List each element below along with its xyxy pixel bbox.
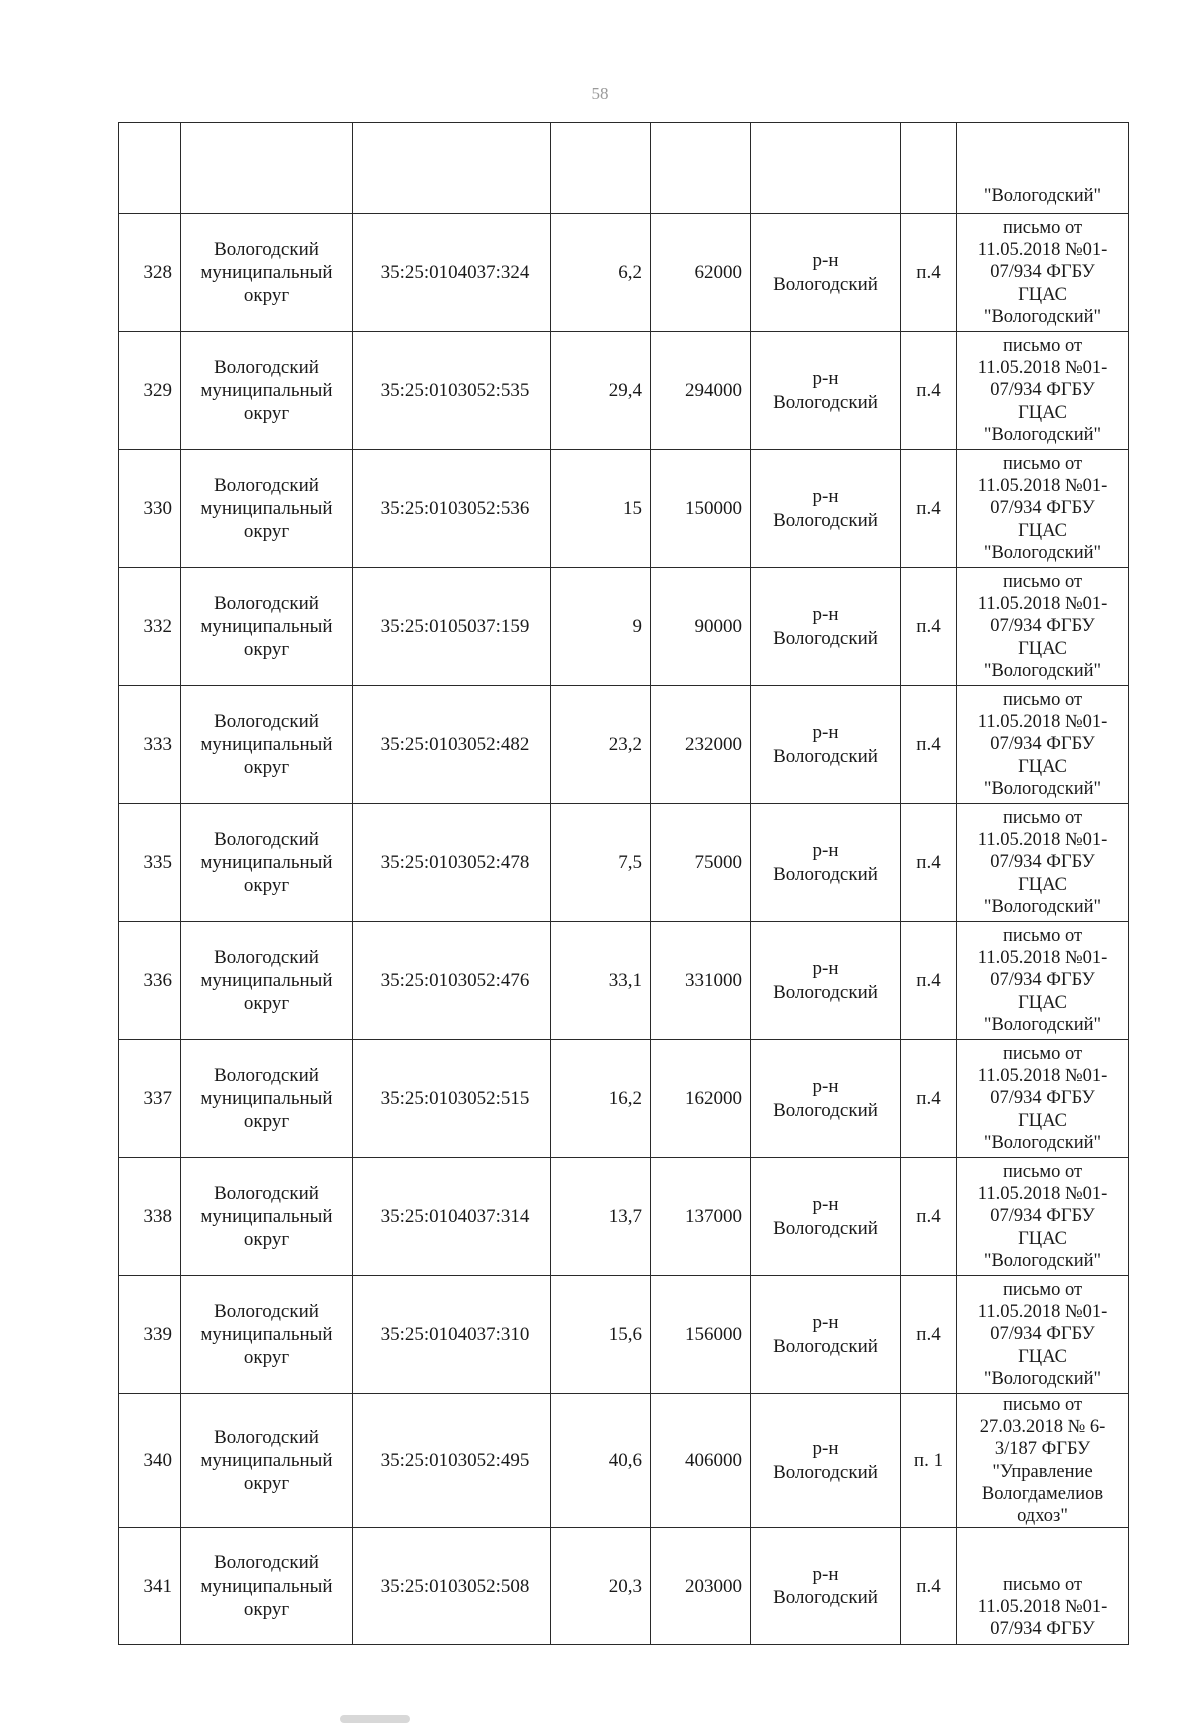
note-cell <box>957 804 1129 922</box>
owner-cell-line: муниципальный <box>200 1087 333 1109</box>
row-number: 338 <box>119 1158 181 1276</box>
district-cell <box>751 214 901 332</box>
owner-cell-line: муниципальный <box>200 733 333 755</box>
cadastral-number: 35:25:0103052:536 <box>353 450 551 568</box>
owner-cell-line: округ <box>243 285 290 307</box>
note-cell <box>957 1276 1129 1394</box>
row-number: 330 <box>119 450 181 568</box>
owner-cell-line: муниципальный <box>200 261 333 283</box>
owner-cell <box>181 804 353 922</box>
district-cell-line: Вологодский <box>773 1217 878 1239</box>
owner-cell-line: Вологодский <box>214 1064 319 1086</box>
clause-cell: п.4 <box>901 450 957 568</box>
note-cell-line: письмо от <box>1002 1574 1083 1595</box>
note-cell-line: 11.05.2018 №01- <box>977 1184 1108 1205</box>
sum-value: 232000 <box>651 686 751 804</box>
note-cell-line: 11.05.2018 №01- <box>977 830 1108 851</box>
table-row <box>119 1276 1129 1394</box>
area-value: 6,2 <box>551 214 651 332</box>
district-cell <box>751 922 901 1040</box>
table-row <box>119 332 1129 450</box>
district-cell-line: Вологодский <box>773 391 878 413</box>
district-cell-line: р-н <box>812 1312 839 1334</box>
district-cell-line: р-н <box>812 1563 839 1585</box>
cadastral-number: 35:25:0104037:324 <box>353 214 551 332</box>
district-cell-line: р-н <box>812 958 839 980</box>
clause-cell: п.4 <box>901 1276 957 1394</box>
area-value: 15,6 <box>551 1276 651 1394</box>
district-cell <box>751 1158 901 1276</box>
district-cell <box>751 686 901 804</box>
note-cell-line: 11.05.2018 №01- <box>977 358 1108 379</box>
cadastral-number: 35:25:0104037:314 <box>353 1158 551 1276</box>
sum-value: 156000 <box>651 1276 751 1394</box>
note-cell <box>957 922 1129 1040</box>
owner-cell <box>181 568 353 686</box>
cell-empty <box>551 123 651 214</box>
owner-cell <box>181 1158 353 1276</box>
owner-cell-line: муниципальный <box>200 1575 333 1597</box>
owner-cell <box>181 1394 353 1528</box>
district-cell-line: Вологодский <box>773 1335 878 1357</box>
district-cell <box>751 804 901 922</box>
note-cell-line: 07/934 ФГБУ <box>990 1618 1095 1639</box>
cadastral-number: 35:25:0103052:508 <box>353 1528 551 1645</box>
sum-value: 294000 <box>651 332 751 450</box>
note-cell-line: 11.05.2018 №01- <box>977 1596 1108 1617</box>
cadastral-number: 35:25:0103052:535 <box>353 332 551 450</box>
owner-cell-line: Вологодский <box>214 946 319 968</box>
sum-value: 62000 <box>651 214 751 332</box>
area-value: 23,2 <box>551 686 651 804</box>
note-cell-line: письмо от <box>1002 1395 1083 1415</box>
note-cell <box>957 332 1129 450</box>
clause-cell: п.4 <box>901 1040 957 1158</box>
cadastral-number: 35:25:0104037:310 <box>353 1276 551 1394</box>
note-cell-line: "Вологодский" <box>983 306 1102 327</box>
note-cell-line: "Вологодский" <box>983 660 1102 681</box>
district-cell-line: р-н <box>812 722 839 744</box>
note-cell <box>957 1158 1129 1276</box>
note-cell-line: одхоз" <box>1017 1505 1068 1526</box>
sum-value: 203000 <box>651 1528 751 1645</box>
table-row <box>119 922 1129 1040</box>
owner-cell-line: муниципальный <box>200 1323 333 1345</box>
owner-cell-line: округ <box>243 875 290 897</box>
sum-value: 137000 <box>651 1158 751 1276</box>
note-cell <box>957 1040 1129 1158</box>
owner-cell-line: Вологодский <box>214 356 319 378</box>
note-cell-line: ГЦАС <box>1018 874 1067 895</box>
district-cell-line: Вологодский <box>773 1587 878 1609</box>
note-cell-line: письмо от <box>1002 218 1083 239</box>
note-cell-line: "Вологодский" <box>983 542 1102 563</box>
note-cell-line: ГЦАС <box>1018 1228 1067 1249</box>
table-row <box>119 1528 1129 1645</box>
note-cell-line: ГЦАС <box>1018 520 1067 541</box>
note-cell-line: 11.05.2018 №01- <box>977 1302 1108 1323</box>
note-cell-line: ГЦАС <box>1018 1110 1067 1131</box>
owner-cell-line: муниципальный <box>200 1205 333 1227</box>
note-cell-line: письмо от <box>1002 1162 1083 1183</box>
owner-cell <box>181 332 353 450</box>
table-row <box>119 804 1129 922</box>
owner-cell-line: округ <box>243 521 290 543</box>
note-cell-line: 07/934 ФГБУ <box>990 616 1095 637</box>
note-cell-line: ГЦАС <box>1018 284 1067 305</box>
note-cell-line: 07/934 ФГБУ <box>990 1088 1095 1109</box>
district-cell-line: Вологодский <box>773 1461 878 1483</box>
owner-cell-line: округ <box>243 1473 290 1495</box>
note-cell-line: Вологдамелиов <box>981 1483 1104 1504</box>
clause-cell: п.4 <box>901 332 957 450</box>
owner-cell-line: Вологодский <box>214 474 319 496</box>
owner-cell-line: округ <box>243 757 290 779</box>
sum-value: 75000 <box>651 804 751 922</box>
area-value: 7,5 <box>551 804 651 922</box>
area-value: 40,6 <box>551 1394 651 1528</box>
cadastral-number: 35:25:0105037:159 <box>353 568 551 686</box>
district-cell-line: р-н <box>812 1194 839 1216</box>
table-row <box>119 450 1129 568</box>
note-cell-line: 07/934 ФГБУ <box>990 262 1095 283</box>
table-row <box>119 1394 1129 1528</box>
sum-value: 331000 <box>651 922 751 1040</box>
owner-cell-line: муниципальный <box>200 379 333 401</box>
note-cell-line: 11.05.2018 №01- <box>977 948 1108 969</box>
cadastral-number: 35:25:0103052:478 <box>353 804 551 922</box>
continuation-note: "Вологодский" <box>957 123 1129 214</box>
district-cell <box>751 450 901 568</box>
owner-cell-line: округ <box>243 403 290 425</box>
note-cell <box>957 214 1129 332</box>
cadastral-number: 35:25:0103052:482 <box>353 686 551 804</box>
district-cell-line: Вологодский <box>773 1099 878 1121</box>
note-cell-line: 07/934 ФГБУ <box>990 852 1095 873</box>
cadastral-number: 35:25:0103052:476 <box>353 922 551 1040</box>
area-value: 33,1 <box>551 922 651 1040</box>
note-cell-line: 27.03.2018 № 6- <box>979 1417 1106 1438</box>
row-number: 329 <box>119 332 181 450</box>
note-cell-line: "Вологодский" <box>983 424 1102 445</box>
note-cell-line: 11.05.2018 №01- <box>977 240 1108 261</box>
note-cell-line: 11.05.2018 №01- <box>977 1066 1108 1087</box>
owner-cell-line: Вологодский <box>214 592 319 614</box>
note-cell-line: 11.05.2018 №01- <box>977 712 1108 733</box>
owner-cell <box>181 922 353 1040</box>
district-cell-line: Вологодский <box>773 863 878 885</box>
note-cell-line: письмо от <box>1002 1280 1083 1301</box>
district-cell <box>751 1276 901 1394</box>
owner-cell-line: муниципальный <box>200 851 333 873</box>
owner-cell-line: муниципальный <box>200 497 333 519</box>
district-cell-line: р-н <box>812 250 839 272</box>
owner-cell-line: округ <box>243 639 290 661</box>
note-cell <box>957 568 1129 686</box>
sum-value: 406000 <box>651 1394 751 1528</box>
district-cell-line: р-н <box>812 604 839 626</box>
note-cell-line: 07/934 ФГБУ <box>990 1324 1095 1345</box>
area-value: 9 <box>551 568 651 686</box>
note-cell-line: письмо от <box>1002 690 1083 711</box>
continuation-row <box>119 123 1129 214</box>
note-cell-line: письмо от <box>1002 572 1083 593</box>
note-cell-line: "Вологодский" <box>983 778 1102 799</box>
owner-cell-line: Вологодский <box>214 828 319 850</box>
district-cell-line: Вологодский <box>773 509 878 531</box>
district-cell <box>751 568 901 686</box>
row-number: 337 <box>119 1040 181 1158</box>
note-cell-line: письмо от <box>1002 1044 1083 1065</box>
district-cell-line: Вологодский <box>773 745 878 767</box>
row-number: 333 <box>119 686 181 804</box>
cell-empty <box>651 123 751 214</box>
note-cell-line: "Вологодский" <box>983 1132 1102 1153</box>
note-cell-line: "Вологодский" <box>983 1014 1102 1035</box>
owner-cell <box>181 686 353 804</box>
owner-cell-line: округ <box>243 1347 290 1369</box>
note-cell-line: письмо от <box>1002 336 1083 357</box>
table-row <box>119 1158 1129 1276</box>
sum-value: 90000 <box>651 568 751 686</box>
district-cell-line: р-н <box>812 840 839 862</box>
note-cell <box>957 1394 1129 1528</box>
note-cell-line: "Вологодский" <box>983 1368 1102 1389</box>
note-cell-line: письмо от <box>1002 926 1083 947</box>
owner-cell <box>181 450 353 568</box>
area-value: 20,3 <box>551 1528 651 1645</box>
note-cell-line: письмо от <box>1002 454 1083 475</box>
row-number: 339 <box>119 1276 181 1394</box>
district-cell-line: р-н <box>812 1438 839 1460</box>
row-number: 336 <box>119 922 181 1040</box>
district-cell-line: Вологодский <box>773 627 878 649</box>
note-cell-line: ГЦАС <box>1018 402 1067 423</box>
area-value: 13,7 <box>551 1158 651 1276</box>
owner-cell <box>181 214 353 332</box>
district-cell-line: р-н <box>812 1076 839 1098</box>
district-cell <box>751 1394 901 1528</box>
note-cell-line: ГЦАС <box>1018 638 1067 659</box>
owner-cell-line: округ <box>243 993 290 1015</box>
note-cell-line: письмо от <box>1002 808 1083 829</box>
clause-cell: п.4 <box>901 1528 957 1645</box>
district-cell-line: р-н <box>812 486 839 508</box>
note-cell-line: 07/934 ФГБУ <box>990 498 1095 519</box>
cell-empty <box>181 123 353 214</box>
row-number: 340 <box>119 1394 181 1528</box>
land-plots-table <box>118 122 1129 1645</box>
owner-cell-line: Вологодский <box>214 710 319 732</box>
note-cell-line: "Вологодский" <box>983 1250 1102 1271</box>
area-value: 29,4 <box>551 332 651 450</box>
note-cell-line: 3/187 ФГБУ <box>994 1439 1091 1460</box>
area-value: 16,2 <box>551 1040 651 1158</box>
table-row <box>119 214 1129 332</box>
clause-cell: п. 1 <box>901 1394 957 1528</box>
district-cell <box>751 1528 901 1645</box>
owner-cell <box>181 1276 353 1394</box>
table-row <box>119 686 1129 804</box>
owner-cell-line: Вологодский <box>214 238 319 260</box>
cadastral-number: 35:25:0103052:495 <box>353 1394 551 1528</box>
owner-cell-line: округ <box>243 1598 290 1620</box>
note-cell-line: ГЦАС <box>1018 756 1067 777</box>
page-number: 58 <box>591 84 609 103</box>
row-number: 328 <box>119 214 181 332</box>
clause-cell: п.4 <box>901 804 957 922</box>
table-body <box>119 123 1129 1645</box>
sum-value: 150000 <box>651 450 751 568</box>
owner-cell-line: округ <box>243 1111 290 1133</box>
table-row <box>119 568 1129 686</box>
owner-cell-line: Вологодский <box>214 1182 319 1204</box>
note-cell-line: "Управление <box>992 1461 1093 1482</box>
note-cell-line: ГЦАС <box>1018 992 1067 1013</box>
note-cell-line: 07/934 ФГБУ <box>990 734 1095 755</box>
note-cell-line: ГЦАС <box>1018 1346 1067 1367</box>
owner-cell-line: муниципальный <box>200 615 333 637</box>
owner-cell <box>181 1040 353 1158</box>
owner-cell-line: Вологодский <box>214 1426 319 1448</box>
clause-cell: п.4 <box>901 922 957 1040</box>
owner-cell-line: Вологодский <box>214 1300 319 1322</box>
owner-cell-line: округ <box>243 1229 290 1251</box>
district-cell-line: р-н <box>812 368 839 390</box>
row-number: 332 <box>119 568 181 686</box>
note-cell-line: "Вологодский" <box>983 896 1102 917</box>
clause-cell: п.4 <box>901 214 957 332</box>
note-cell-line: 07/934 ФГБУ <box>990 380 1095 401</box>
note-cell-line: 07/934 ФГБУ <box>990 1206 1095 1227</box>
district-cell <box>751 1040 901 1158</box>
owner-cell-line: муниципальный <box>200 1449 333 1471</box>
area-value: 15 <box>551 450 651 568</box>
owner-cell-line: Вологодский <box>214 1552 319 1574</box>
clause-cell: п.4 <box>901 568 957 686</box>
note-cell-line: 07/934 ФГБУ <box>990 970 1095 991</box>
table-row <box>119 1040 1129 1158</box>
row-number: 335 <box>119 804 181 922</box>
district-cell <box>751 332 901 450</box>
scan-smudge <box>340 1715 410 1723</box>
note-cell <box>957 1528 1129 1645</box>
district-cell-line: Вологодский <box>773 273 878 295</box>
note-cell-line: 11.05.2018 №01- <box>977 476 1108 497</box>
cell-empty <box>119 123 181 214</box>
district-cell-line: Вологодский <box>773 981 878 1003</box>
sum-value: 162000 <box>651 1040 751 1158</box>
note-cell <box>957 686 1129 804</box>
note-cell <box>957 450 1129 568</box>
clause-cell: п.4 <box>901 1158 957 1276</box>
cell-empty <box>901 123 957 214</box>
cadastral-number: 35:25:0103052:515 <box>353 1040 551 1158</box>
row-number: 341 <box>119 1528 181 1645</box>
owner-cell-line: муниципальный <box>200 969 333 991</box>
cell-empty <box>751 123 901 214</box>
owner-cell <box>181 1528 353 1645</box>
cell-empty <box>353 123 551 214</box>
note-cell-line: 11.05.2018 №01- <box>977 594 1108 615</box>
clause-cell: п.4 <box>901 686 957 804</box>
